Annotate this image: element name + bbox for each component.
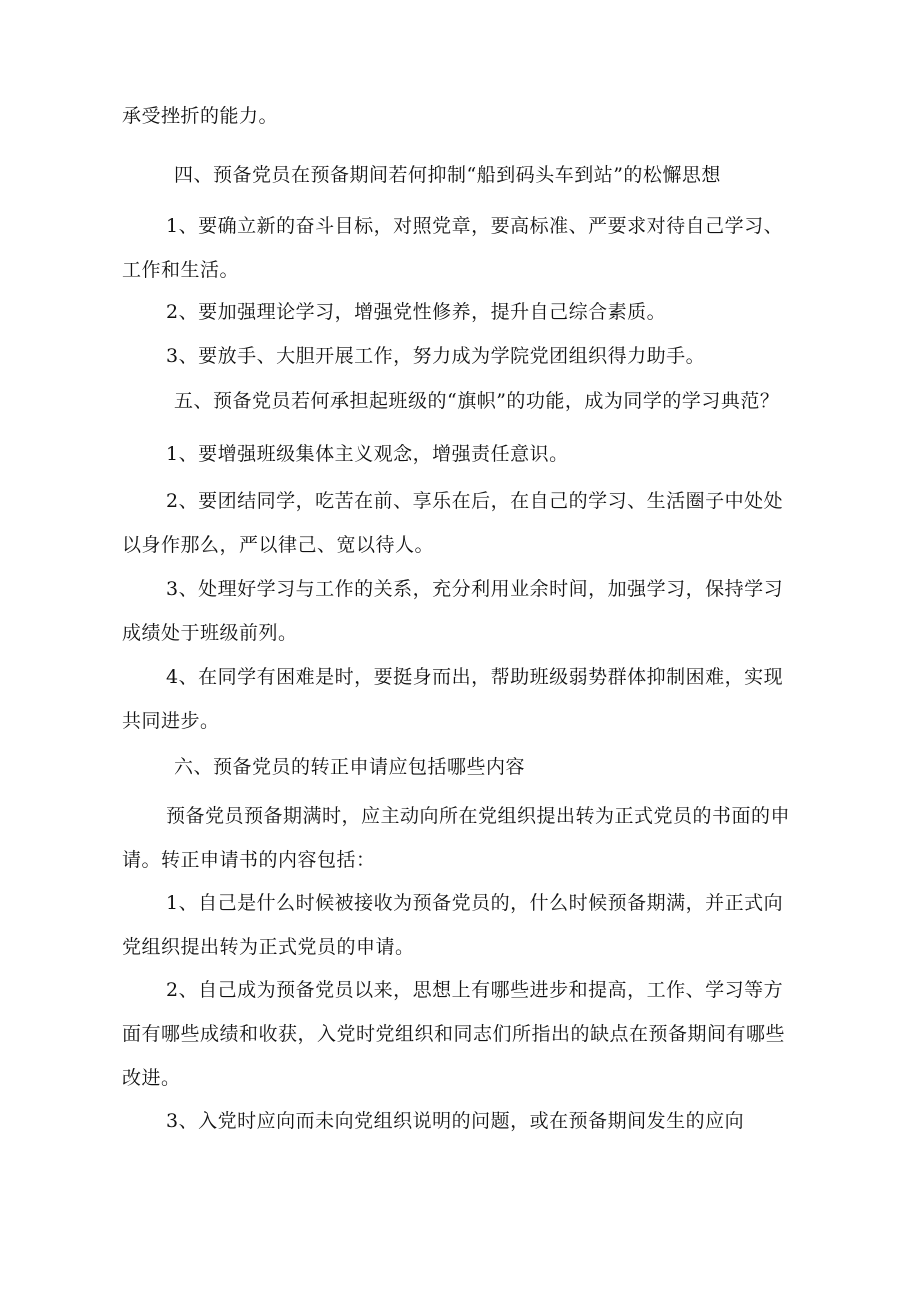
text-line: 改进。 — [122, 1067, 181, 1089]
text-line: 工作和生活。 — [122, 259, 240, 281]
list-item — [122, 334, 802, 378]
list-item — [122, 881, 802, 969]
list-item — [122, 204, 802, 292]
list-item — [122, 290, 802, 334]
text-line: 以身作那么，严以律己、宽以待人。 — [122, 534, 435, 556]
list-item — [122, 655, 802, 743]
text-line: 共同进步。 — [122, 710, 220, 732]
section-heading-4 — [122, 153, 802, 197]
list-item — [122, 567, 802, 655]
text-line: 1、要确立新的奋斗目标，对照党章，要高标准、严要求对待自己学习、 — [166, 215, 784, 237]
text-line: 3、入党时应向而未向党组织说明的问题，或在预备期间发生的应向 — [166, 1110, 745, 1132]
list-item — [122, 432, 802, 476]
list-item — [122, 479, 802, 567]
text-line: 面有哪些成绩和收获，入党时党组织和同志们所指出的缺点在预备期间有哪些 — [122, 1023, 786, 1045]
text-line: 成绩处于班级前列。 — [122, 622, 298, 644]
list-item — [122, 1099, 802, 1143]
text-line: 承受挫折的能力。 — [122, 105, 279, 127]
text-line: 请。转正申请书的内容包括： — [122, 849, 376, 871]
text-line: 2、要团结同学，吃苦在前、享乐在后，在自己的学习、生活圈子中处处 — [166, 490, 784, 512]
text-line: 4、在同学有困难是时，要挺身而出，帮助班级弱势群体抑制困难，实现 — [166, 666, 784, 688]
text-line: 党组织提出转为正式党员的申请。 — [122, 936, 415, 958]
heading-text: 六、预备党员的转正申请应包括哪些内容 — [174, 756, 526, 778]
paragraph-continuation — [122, 94, 802, 138]
text-line: 预备党员预备期满时，应主动向所在党组织提出转为正式党员的书面的申 — [166, 805, 791, 827]
heading-text: 五、预备党员若何承担起班级的“旗帜”的功能，成为同学的学习典范？ — [174, 390, 780, 412]
text-line: 3、要放手、大胆开展工作，努力成为学院党团组织得力助手。 — [166, 345, 706, 367]
body-paragraph — [122, 794, 802, 882]
text-line: 1、要增强班级集体主义观念，增强责任意识。 — [166, 443, 569, 465]
list-item — [122, 968, 802, 1100]
text-line: 3、处理好学习与工作的关系，充分利用业余时间，加强学习，保持学习 — [166, 578, 784, 600]
section-heading-6 — [122, 745, 802, 789]
section-heading-5 — [122, 379, 802, 423]
text-line: 2、要加强理论学习，增强党性修养，提升自己综合素质。 — [166, 301, 667, 323]
text-line: 1、自己是什么时候被接收为预备党员的，什么时候预备期满，并正式向 — [166, 892, 784, 914]
heading-text: 四、预备党员在预备期间若何抑制“船到码头车到站”的松懈思想 — [174, 164, 721, 186]
text-line: 2、自己成为预备党员以来，思想上有哪些进步和提高，工作、学习等方 — [166, 979, 784, 1001]
